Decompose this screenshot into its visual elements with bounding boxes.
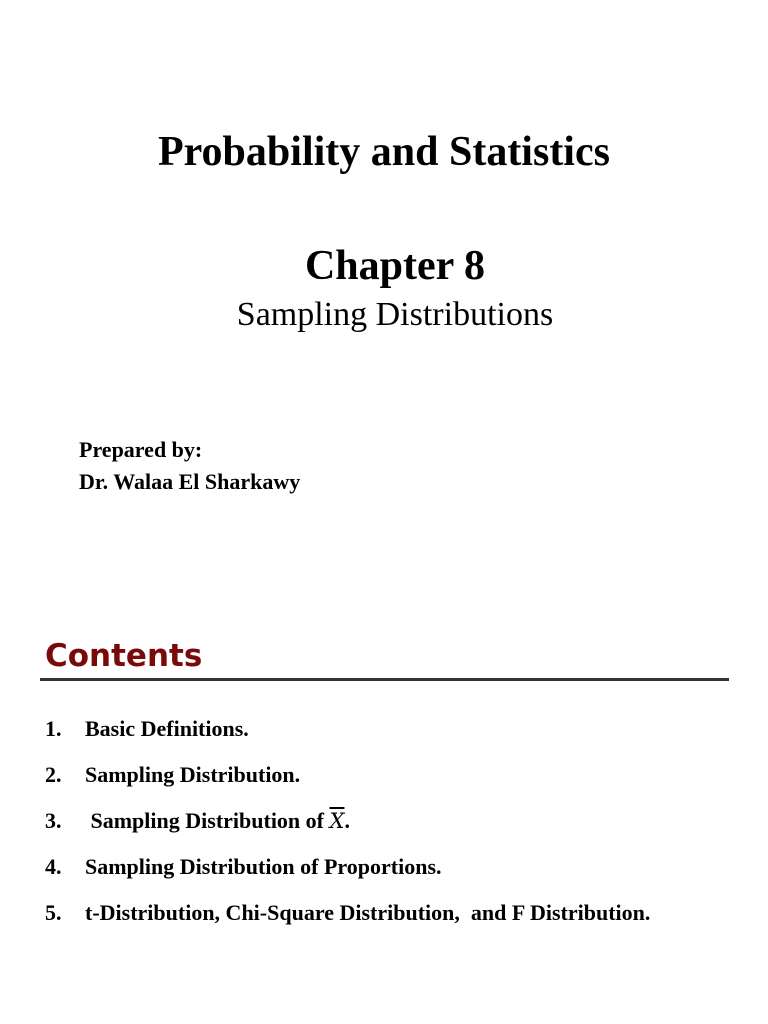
item-number: 1. [45, 716, 62, 741]
item-number: 3. [45, 808, 62, 833]
contents-divider [40, 678, 729, 681]
item-number: 2. [45, 762, 62, 787]
item-number: 4. [45, 854, 62, 879]
list-item [45, 758, 745, 804]
contents-heading: Contents [45, 638, 203, 674]
slide-title: Probability and Statistics [158, 129, 610, 175]
item-text: t-Distribution, Chi-Square Distribution, and F Distribution. [85, 900, 651, 925]
contents-list [45, 712, 745, 942]
list-item [45, 896, 745, 942]
prepared-by-label: Prepared by: [79, 437, 203, 462]
x-bar-symbol: $\overline{X}$ [329, 809, 345, 833]
prepared-by-block [79, 434, 300, 498]
list-item [45, 804, 745, 850]
item-text: Sampling Distribution of [85, 808, 330, 833]
item-text: Sampling Distribution of Proportions. [85, 854, 442, 879]
list-item [45, 850, 745, 896]
item-text: Basic Definitions. [85, 716, 249, 741]
list-item [45, 712, 745, 758]
chapter-heading: Chapter 8 [304, 243, 486, 289]
item-number: 5. [45, 900, 62, 925]
author-name: Dr. Walaa El Sharkawy [79, 469, 301, 494]
item-text: Sampling Distribution. [85, 762, 301, 787]
item-suffix: . [344, 808, 350, 833]
chapter-subtitle: Sampling Distributions [236, 296, 554, 333]
